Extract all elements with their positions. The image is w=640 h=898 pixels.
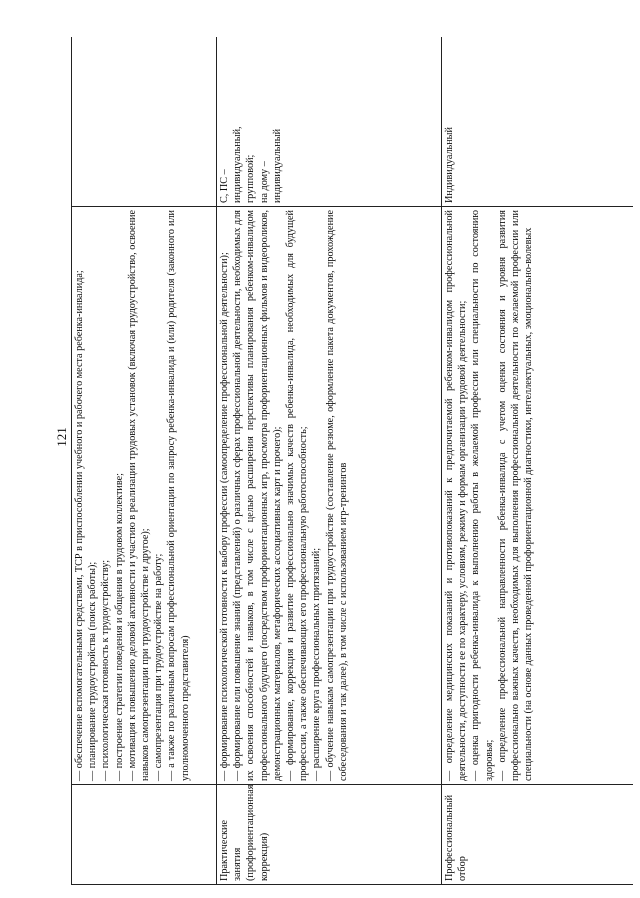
form-line: индивидуальный, — [232, 126, 244, 203]
content-line: — формирование или повышение знаний (представлений) о различных сферах профессиональной деятельности, необходимых для их освоения способностей и навыков, в том числе с целью расширения перспективы планирования ребенком-инвалидом профессионального будущего (посредством профориентационных игр, просмотра профориентационных фильмов и видеороликов, демонстрационных материалов, метафорических ассоциативных карт и прочего); — [232, 210, 283, 781]
content-line: — расширение круга профессиональных притязаний; — [311, 547, 323, 781]
table-row — [217, 37, 442, 885]
content-line: — формирование психологической готовности к выбору профессии (самоопределение профессиональной деятельности); — [219, 252, 230, 781]
form-line: индивидуальный — [271, 128, 283, 203]
form-line: Индивидуальный — [444, 127, 455, 203]
service-table — [71, 37, 633, 885]
form-line: С, ПС – — [219, 169, 230, 203]
service-name-cell: Профессиональный отбор — [442, 785, 634, 885]
table-row — [72, 37, 217, 885]
rotated-table-frame — [71, 37, 633, 885]
service-name-cell: Практические занятия (профориентационная коррекция) — [217, 785, 442, 885]
service-form-cell — [217, 37, 442, 207]
content-line: — а также по различным вопросам профессиональной ориентации по запросу ребенка-инвалида и (или) родителя (законного или уполномоченного представителя) — [166, 210, 191, 781]
content-line: — определение медицинских показаний и противопоказаний к предпочитаемой ребенком-инвалидом профессиональной деятельности, доступности ее по характеру, условиям, режиму и формам организации трудовой деятельности; — [444, 210, 469, 781]
rotated-table — [71, 37, 633, 885]
content-line: — построение стратегии поведения и общения в трудовом коллективе; — [113, 473, 125, 781]
service-content-cell — [442, 207, 634, 785]
form-line: групповой; — [245, 154, 257, 203]
service-content-cell — [72, 207, 217, 785]
content-line: — формирование, коррекция и развитие профессионально значимых качеств ребенка-инвалида, необходимых для будущей профессии, а также обеспечивающих его профессиональную работоспособность; — [285, 210, 310, 781]
content-line: — самопрезентация при трудоустройстве на работу; — [153, 553, 165, 781]
content-line: — мотивация к повышению деловой активности и участию в реализации трудовых установок (включая трудоустройство, освоение навыков самопрезентации при трудоустройстве и другое); — [126, 210, 152, 781]
content-line: — планирование трудоустройства (поиск работы); — [87, 561, 99, 781]
content-line: — обеспечение вспомогательными средствами, ТСР в приспособлении учебного и рабочего места ребенка-инвалида; — [74, 270, 85, 781]
service-form-cell — [442, 37, 634, 207]
content-line: — определение профессиональной направленности ребенка-инвалида с учетом оценки состояния и уровня развития профессионально важных качеств, необходимых для выполнения профессиональной деятельности по желаемой профессии или специальности (на основе данных проведенной профориентационной диагностики, интеллектуальных, эмоционально-волевых — [496, 210, 535, 781]
service-name-cell — [72, 785, 217, 885]
service-form-cell — [72, 37, 217, 207]
content-line: — обучение навыкам самопрезентации при трудоустройстве (составление резюме, оформление пакета документов, прохождение собеседования и так далее), в том числе с использованием игр-тренингов — [324, 210, 349, 781]
content-line: — оценка пригодности ребенка-инвалида к выполнению работы в желаемой профессии или специальности по состоянию здоровья; — [470, 210, 495, 781]
form-line: на дому – — [258, 161, 270, 203]
service-content-cell — [217, 207, 442, 785]
page-number: 121 — [54, 427, 69, 447]
content-line: — психологическая готовность к трудоустройству; — [100, 559, 112, 781]
table-row — [442, 37, 634, 885]
